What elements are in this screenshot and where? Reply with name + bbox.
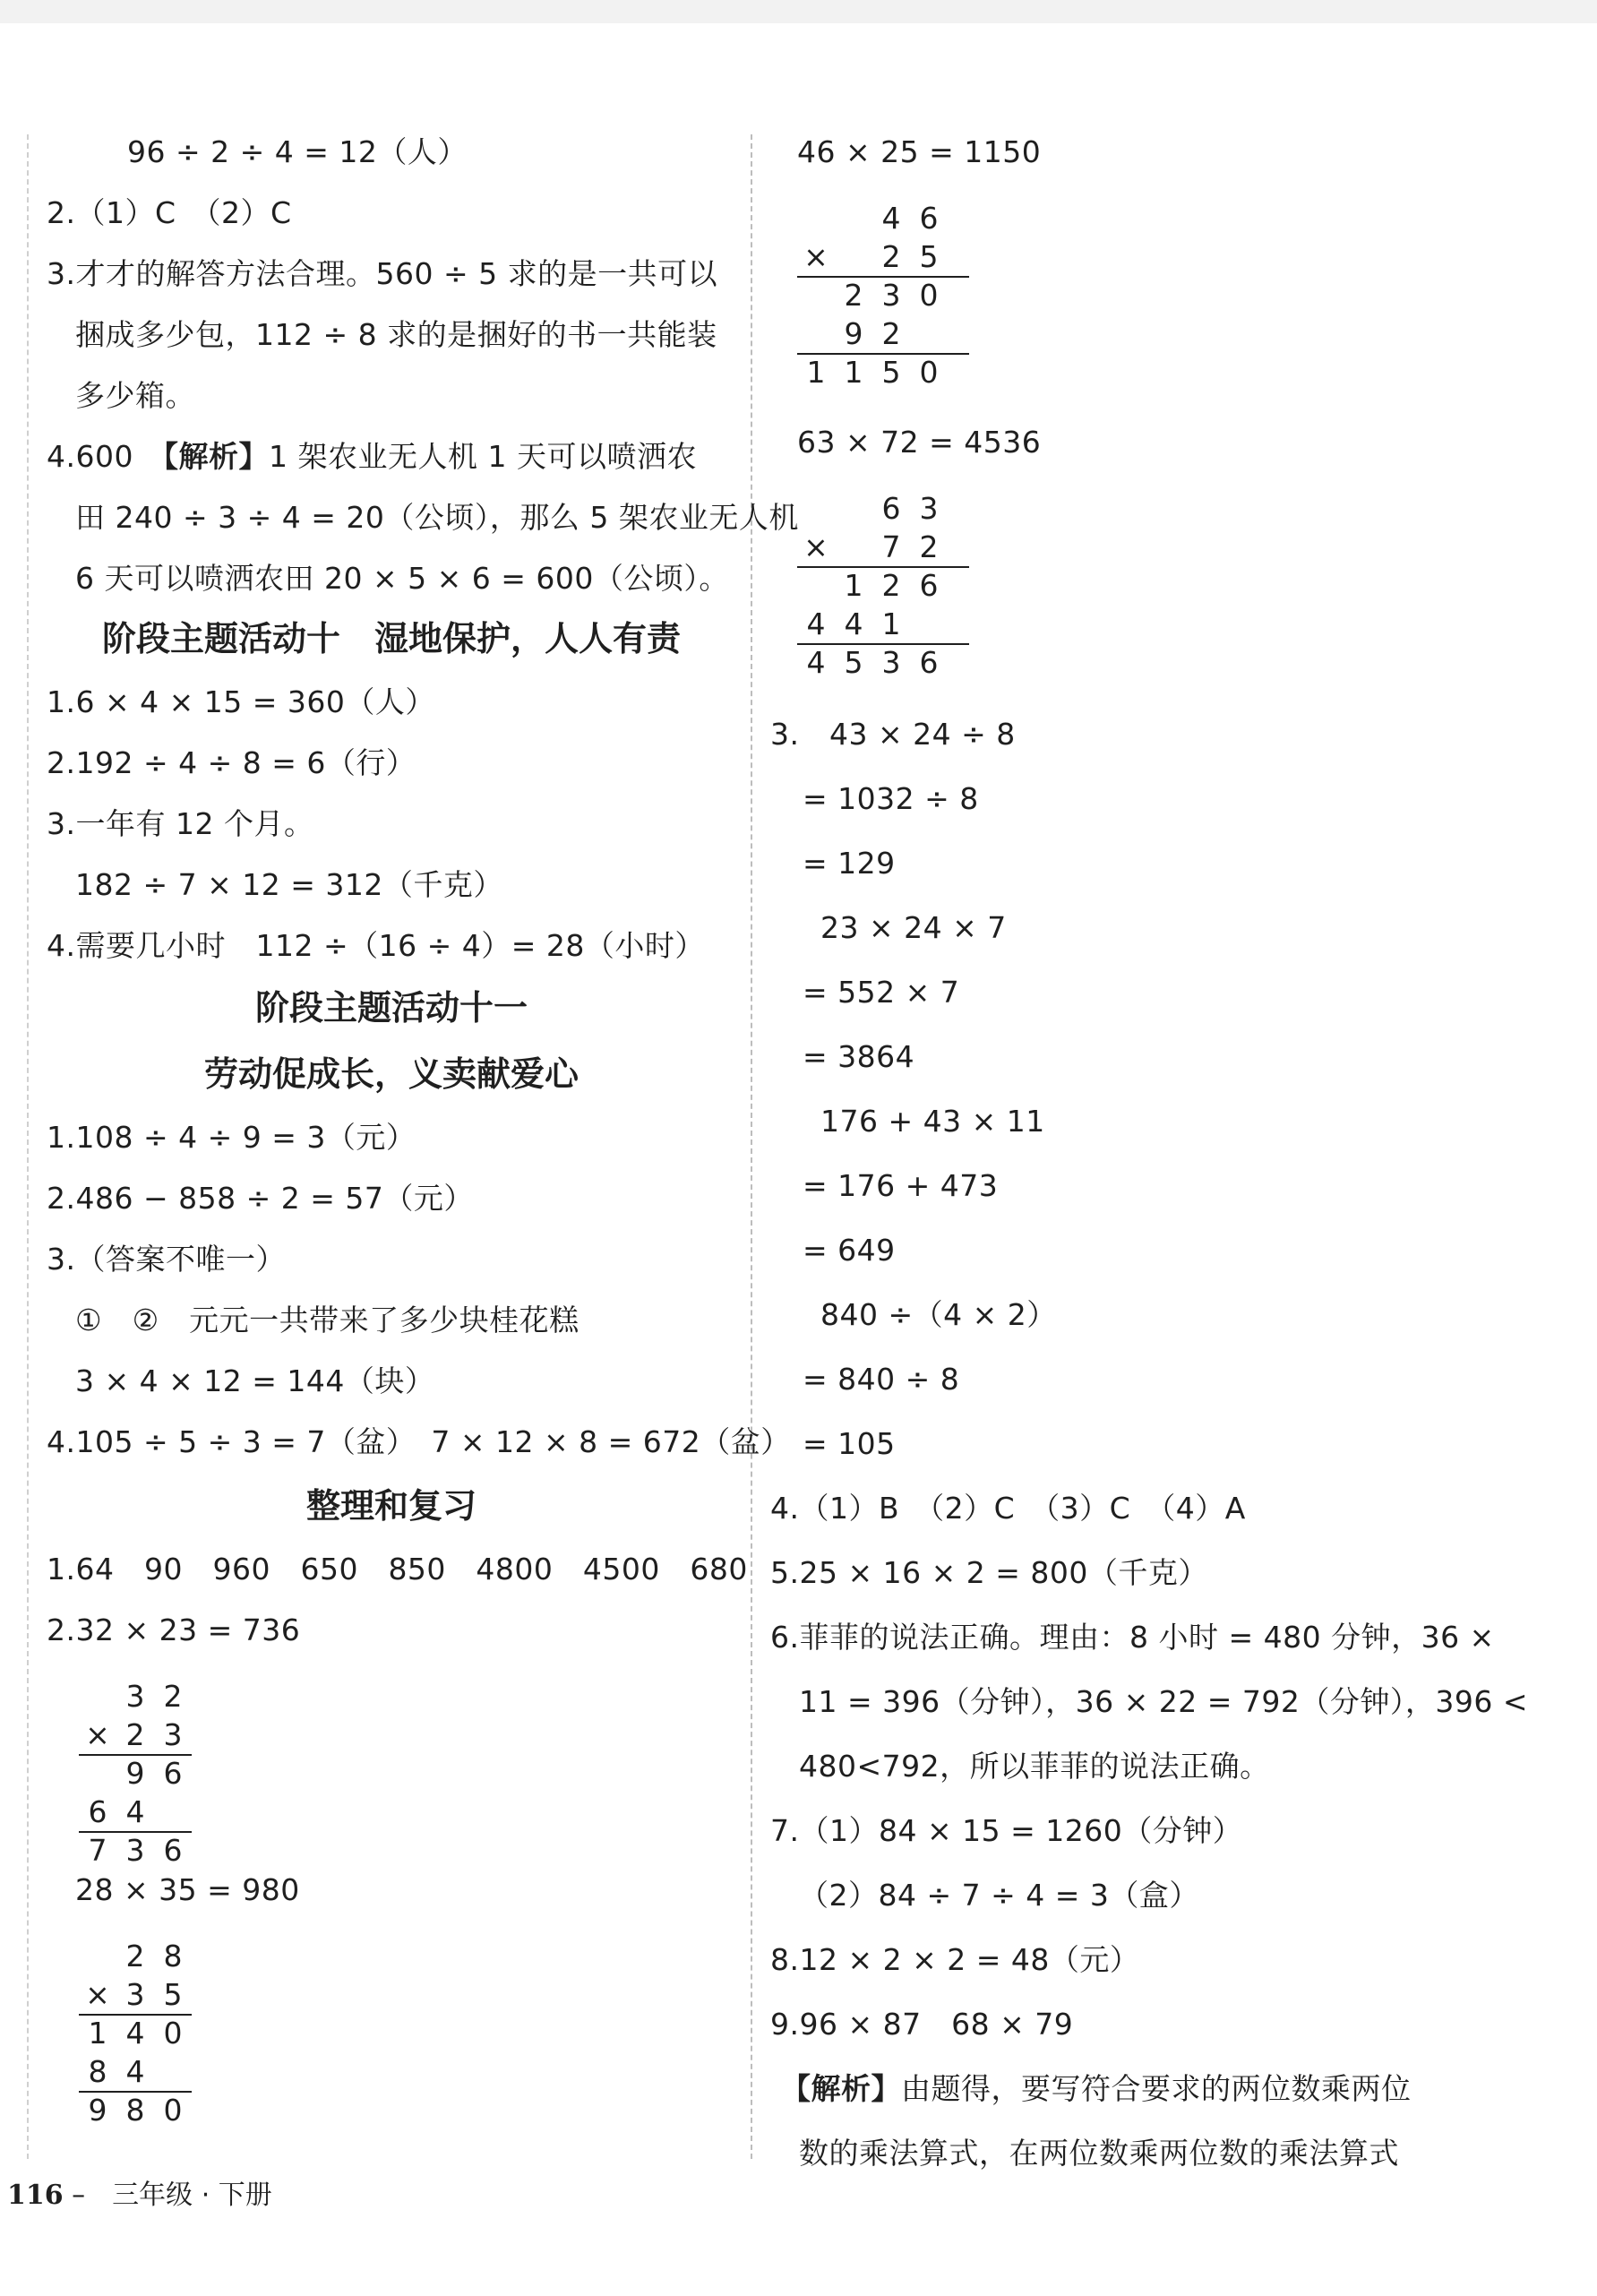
answer-line: 96 ÷ 2 ÷ 4 = 12（人） bbox=[127, 134, 468, 169]
page-footer bbox=[7, 2172, 272, 2212]
answer-line: 3 × 4 × 12 = 144（块） bbox=[75, 1363, 435, 1398]
answer-line: = 176 + 473 bbox=[803, 1168, 999, 1203]
answer-line: 2.192 ÷ 4 ÷ 8 = 6（行） bbox=[47, 745, 416, 780]
top-band bbox=[0, 0, 1597, 23]
vertical-rule bbox=[79, 1831, 192, 1833]
answer-line: 182 ÷ 7 × 12 = 312（千克） bbox=[75, 867, 503, 902]
answer-line: 田 240 ÷ 3 ÷ 4 = 20（公顷），那么 5 架农业无人机 bbox=[75, 500, 799, 535]
answer-line: 840 ÷（4 × 2） bbox=[820, 1297, 1057, 1332]
footer-dash: – bbox=[63, 2180, 113, 2211]
answer-line: 3.才才的解答方法合理。560 ÷ 5 求的是一共可以 bbox=[47, 256, 718, 291]
answer-line: ① ② 元元一共带来了多少块桂花糕 bbox=[75, 1303, 580, 1337]
answer-line: = 129 bbox=[803, 846, 896, 881]
answer-line: 捆成多少包，112 ÷ 8 求的是捆好的书一共能装 bbox=[75, 317, 717, 352]
vertical-multiplication: 2 8 × 3 5 1 4 0 8 4 9 8 0 bbox=[79, 1937, 192, 2129]
answer-line: 4.（1）B （2）C （3）C （4）A bbox=[770, 1491, 1246, 1526]
column-divider bbox=[751, 134, 752, 2159]
vertical-multiplication: 4 6 × 2 5 2 3 0 9 2 1 1 5 0 bbox=[797, 199, 969, 391]
answer-line: 4.600 【解析】1 架农业无人机 1 天可以喷洒农 bbox=[47, 439, 697, 474]
answer-line: 63 × 72 = 4536 bbox=[797, 425, 1042, 460]
vertical-rule bbox=[79, 2014, 192, 2016]
answer-line: 23 × 24 × 7 bbox=[820, 910, 1007, 945]
answer-line: 7.（1）84 × 15 = 1260（分钟） bbox=[770, 1813, 1243, 1848]
answer-line: 5.25 × 16 × 2 = 800（千克） bbox=[770, 1555, 1208, 1590]
answer-line: 1.64 90 960 650 850 4800 4500 680 bbox=[47, 1552, 748, 1587]
answer-line: 11 = 396（分钟），36 × 22 = 792（分钟），396 < bbox=[799, 1684, 1528, 1719]
answer-line: = 105 bbox=[803, 1426, 896, 1461]
answer-line: （2）84 ÷ 7 ÷ 4 = 3（盒） bbox=[799, 1878, 1199, 1913]
section-heading: 整理和复习 bbox=[305, 1486, 477, 1526]
section-heading: 阶段主题活动十一 bbox=[254, 988, 528, 1028]
section-heading: 阶段主题活动十 湿地保护，人人有责 bbox=[101, 619, 681, 658]
answer-line: = 1032 ÷ 8 bbox=[803, 781, 979, 816]
answer-line: = 840 ÷ 8 bbox=[803, 1362, 960, 1397]
vertical-multiplication: 6 3 × 7 2 1 2 6 4 4 1 4 5 3 6 bbox=[797, 489, 969, 682]
left-margin-rule bbox=[27, 134, 29, 2159]
vertical-multiplication: 3 2 × 2 3 9 6 6 4 7 3 6 bbox=[79, 1677, 192, 1870]
answer-line: 4.105 ÷ 5 ÷ 3 = 7（盆） 7 × 12 × 8 = 672（盆） bbox=[47, 1424, 791, 1459]
answer-line: 多少箱。 bbox=[75, 378, 195, 413]
answer-line: 3. 43 × 24 ÷ 8 bbox=[770, 717, 1016, 752]
answer-line: = 3864 bbox=[803, 1039, 915, 1074]
answer-line: 数的乘法算式，在两位数乘两位数的乘法算式 bbox=[799, 2136, 1399, 2171]
analysis-tag: 【解析】 bbox=[781, 2071, 901, 2106]
answer-line: 3.一年有 12 个月。 bbox=[47, 806, 314, 841]
answer-line: 1.6 × 4 × 15 = 360（人） bbox=[47, 684, 435, 719]
answer-line: = 552 × 7 bbox=[803, 975, 960, 1010]
answer-line: = 649 bbox=[803, 1233, 896, 1268]
grade-label: 三年级 · 下册 bbox=[112, 2180, 272, 2211]
answer-line: 46 × 25 = 1150 bbox=[797, 134, 1042, 169]
page-number: 116 bbox=[7, 2180, 64, 2211]
answer-line: 480<792，所以菲菲的说法正确。 bbox=[799, 1749, 1270, 1784]
answer-line: 4.需要几小时 112 ÷（16 ÷ 4）= 28（小时） bbox=[47, 928, 705, 963]
vertical-rule bbox=[79, 2091, 192, 2093]
answer-line: 2.486 − 858 ÷ 2 = 57（元） bbox=[47, 1181, 474, 1216]
vertical-rule bbox=[797, 566, 969, 568]
answer-line: 6.菲菲的说法正确。理由：8 小时 = 480 分钟，36 × bbox=[770, 1620, 1495, 1655]
vertical-rule bbox=[797, 353, 969, 355]
answer-line: 28 × 35 = 980 bbox=[75, 1872, 300, 1907]
answer-line: 2.32 × 23 = 736 bbox=[47, 1612, 301, 1647]
answer-line: 176 + 43 × 11 bbox=[820, 1104, 1045, 1139]
answer-line: 8.12 × 2 × 2 = 48（元） bbox=[770, 1942, 1140, 1977]
vertical-rule bbox=[797, 276, 969, 278]
vertical-rule bbox=[79, 1754, 192, 1756]
answer-line: 2.（1）C （2）C bbox=[47, 195, 292, 230]
vertical-rule bbox=[797, 643, 969, 645]
answer-line: 6 天可以喷洒农田 20 × 5 × 6 = 600（公顷）。 bbox=[75, 561, 729, 596]
section-heading: 劳动促成长，义卖献爱心 bbox=[203, 1054, 579, 1094]
answer-line: 【解析】由题得，要写符合要求的两位数乘两位 bbox=[781, 2071, 1412, 2106]
answer-line: 3.（答案不唯一） bbox=[47, 1242, 286, 1277]
answer-line: 9.96 × 87 68 × 79 bbox=[770, 2007, 1074, 2042]
analysis-tag: 【解析】 bbox=[163, 439, 269, 474]
answer-line: 1.108 ÷ 4 ÷ 9 = 3（元） bbox=[47, 1120, 416, 1155]
